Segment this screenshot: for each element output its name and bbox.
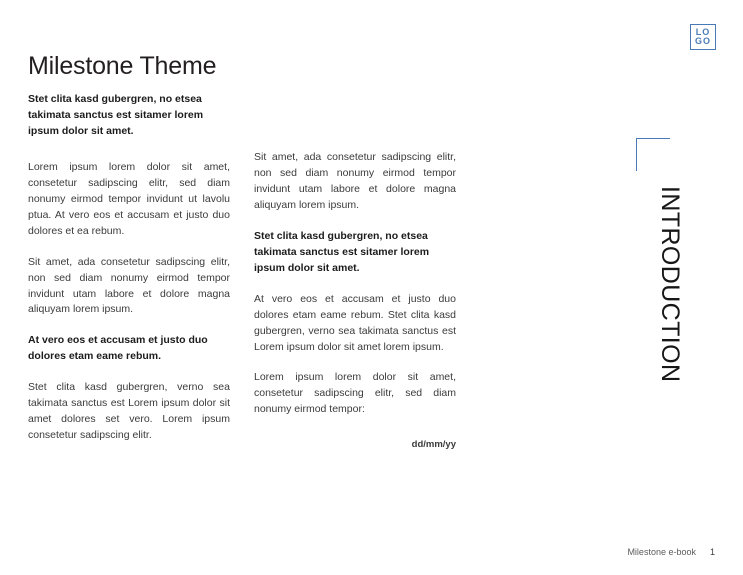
body-paragraph: Lorem ipsum lorem dolor sit amet, consetetur sadipscing elitr, sed diam nonumy eirmod tempor invidunt ut lavolu ptua. At vero eos et accusam et justo duo dolores et ea rebum. [28, 160, 230, 237]
lead-paragraph: Stet clita kasd gubergren, no etsea takimata sanctus est sitamer lorem ipsum dolor sit amet. [28, 93, 204, 137]
text-column-right [254, 150, 456, 453]
footer-label: Milestone e-book [627, 547, 696, 557]
section-label: INTRODUCTION [656, 186, 684, 383]
body-paragraph: Lorem ipsum lorem dolor sit amet, consetetur sadipscing elitr, sed diam nonumy eirmod tempor: [254, 371, 456, 416]
text-column-left [28, 92, 230, 444]
body-paragraph: Stet clita kasd gubergren, verno sea takimata sanctus est Lorem ipsum dolor sit amet dolores set vero. Lorem ipsum consetetur sadipscing elitr. [28, 381, 230, 442]
corner-bracket-icon [636, 138, 670, 171]
logo-line-top: LO [695, 26, 711, 37]
emphasis-paragraph: At vero eos et accusam et justo duo dolores etam eame rebum. [28, 334, 208, 363]
page-footer [627, 547, 715, 557]
emphasis-paragraph: Stet clita kasd gubergren, no etsea takimata sanctus est sitamer lorem ipsum dolor sit amet. [254, 229, 430, 274]
body-paragraph: Sit amet, ada consetetur sadipscing elitr, non sed diam nonumy eirmod tempor invidunt utam labore et dolore magna aliquyam lorem ipsum. [254, 151, 456, 211]
logo-placeholder [690, 24, 716, 50]
page-title: Milestone Theme [28, 52, 217, 80]
logo-line-bottom: GO [694, 36, 711, 47]
page-number: 1 [709, 547, 715, 557]
body-paragraph: Sit amet, ada consetetur sadipscing elitr, non sed diam nonumy eirmod tempor invidunt utam labore et dolore magna aliquyam lorem ipsum. [28, 255, 230, 316]
date-placeholder: dd/mm/yy [411, 439, 456, 451]
body-paragraph: At vero eos et accusam et justo duo dolores etam eame rebum. Stet clita kasd gubergren, verno sea takimata sanctus est Lorem ipsum dolor sit amet lorem ipsum. [254, 292, 456, 353]
